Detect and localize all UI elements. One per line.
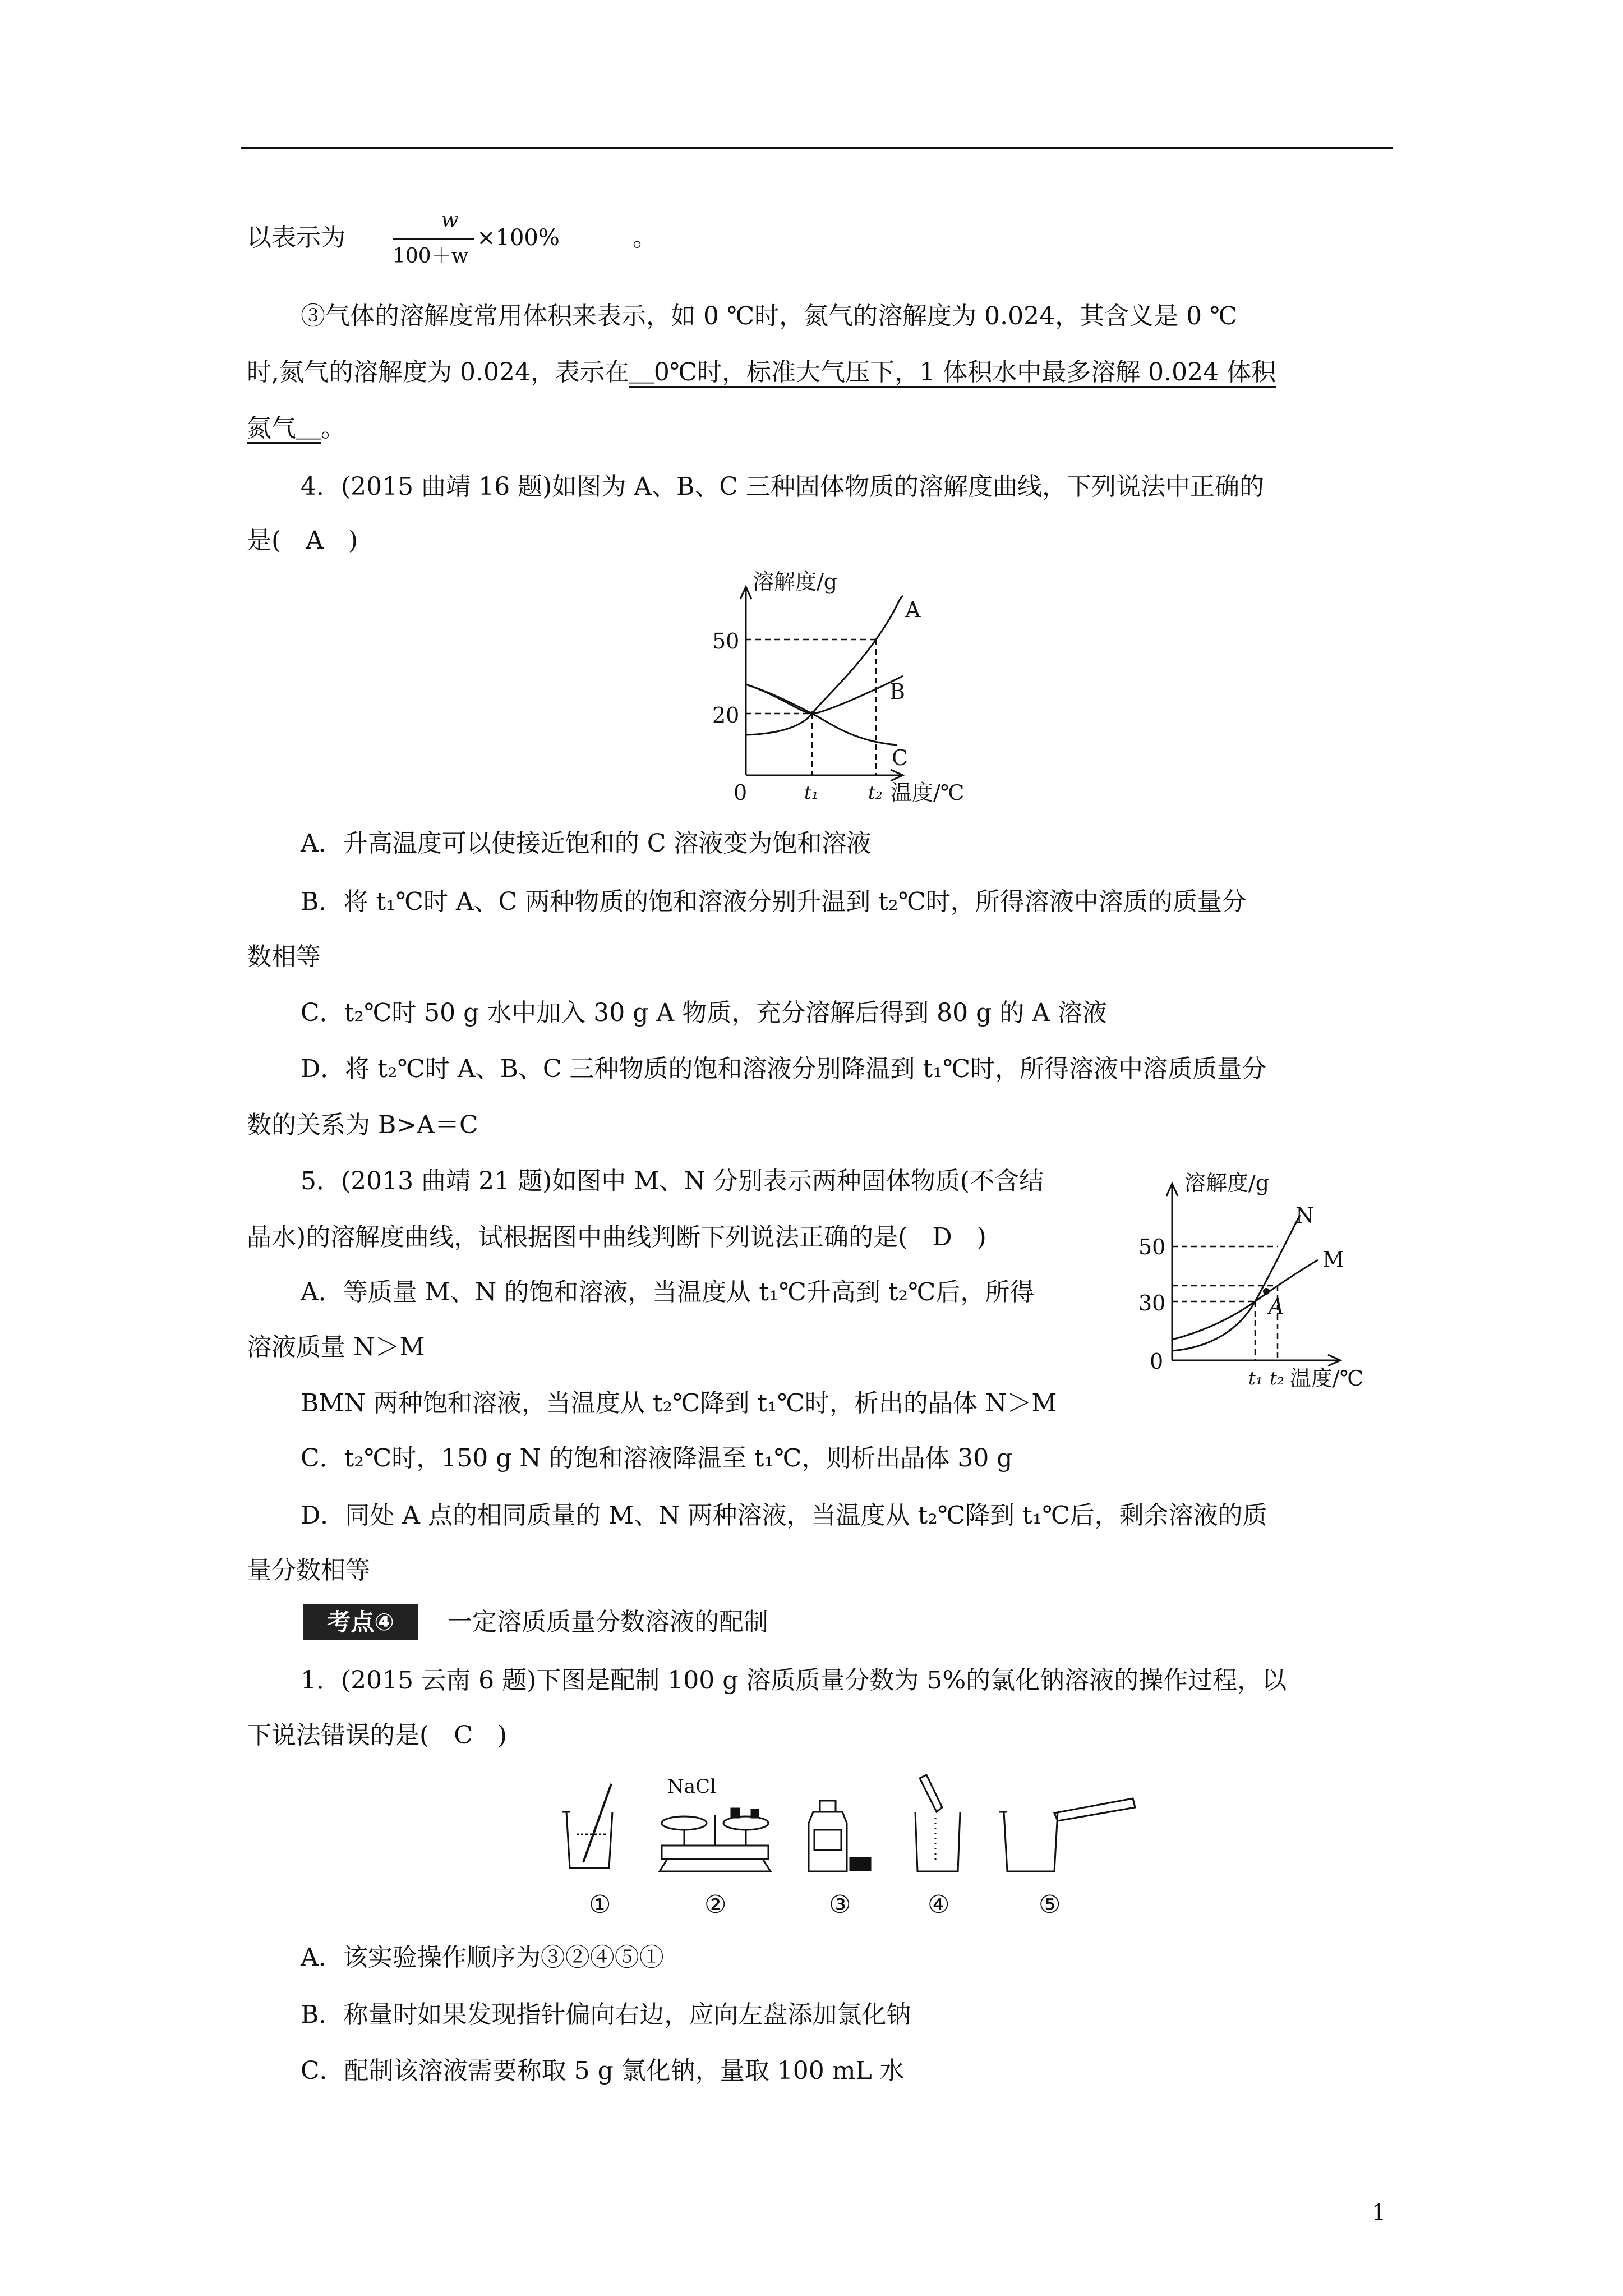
page-number: 1 xyxy=(1372,2200,1386,2226)
step-label-2: ② xyxy=(704,1890,727,1919)
label-b: B xyxy=(889,679,905,704)
pouring-beaker-icon xyxy=(999,1798,1135,1871)
chart-origin: 0 xyxy=(734,780,748,805)
q5-option-b: BMN 两种饱和溶液，当温度从 t₂℃降到 t₁℃时，析出的晶体 N＞M xyxy=(301,1389,1057,1418)
xtick-t2: t₂ xyxy=(868,782,883,803)
gas-line-2-text: 时,氮气的溶解度为 0.024，表示在 xyxy=(247,358,629,386)
beaker-stir-icon xyxy=(562,1784,612,1868)
nacl-label: NaCl xyxy=(667,1775,716,1798)
q4-stem-2: 是( A ) xyxy=(247,526,358,555)
pouring-cylinder-icon xyxy=(915,1775,960,1871)
q4-option-b-1: B．将 t₁℃时 A、C 两种物质的饱和溶液分别升温到 t₂℃时，所得溶液中溶质的质量分 xyxy=(301,887,1247,916)
gas-answer-end: 氮气＿ xyxy=(247,414,321,443)
chart-ylabel: 溶解度/g xyxy=(1184,1171,1270,1195)
s1-option-b: B．称量时如果发现指针偏向右边，应向左盘添加氯化钠 xyxy=(301,2000,911,2029)
q5-option-d-2: 量分数相等 xyxy=(247,1556,370,1585)
curve-c xyxy=(746,684,897,745)
formula-end: 。 xyxy=(633,223,657,252)
section-badge: 考点④ xyxy=(303,1604,418,1640)
ytick-50: 50 xyxy=(712,629,740,654)
lab-equipment-figure xyxy=(550,1767,1144,1879)
curve-b xyxy=(746,676,903,714)
chart-abc xyxy=(667,567,993,813)
ytick-50: 50 xyxy=(1138,1235,1166,1259)
xtick-t1: t₁ xyxy=(804,782,819,803)
q4-option-a: A．升高温度可以使接近饱和的 C 溶液变为饱和溶液 xyxy=(301,829,872,858)
q5-option-a-1: A．等质量 M、N 的饱和溶液，当温度从 t₁℃升高到 t₂℃后，所得 xyxy=(301,1278,1035,1306)
reagent-jar-icon xyxy=(809,1801,870,1871)
section-title: 一定溶质质量分数溶液的配制 xyxy=(448,1608,768,1636)
q4-stem-1: 4．(2015 曲靖 16 题)如图为 A、B、C 三种固体物质的溶解度曲线，下列说法中正确的 xyxy=(301,472,1264,501)
formula-denominator: 100＋w xyxy=(393,245,469,268)
label-c: C xyxy=(892,746,909,770)
s1-option-c: C．配制该溶液需要称取 5 g 氯化钠，量取 100 mL 水 xyxy=(301,2056,905,2085)
q4-option-d-2: 数的关系为 B>A＝C xyxy=(247,1111,478,1139)
label-point-a: A xyxy=(1269,1294,1284,1319)
q4-option-b-2: 数相等 xyxy=(247,942,321,971)
gas-line-2 xyxy=(247,356,1276,389)
label-n: N xyxy=(1295,1203,1315,1228)
q4-option-c: C．t₂℃时 50 g 水中加入 30 g A 物质，充分溶解后得到 80 g 的 A 溶液 xyxy=(301,999,1108,1027)
q5-option-a-2: 溶液质量 N＞M xyxy=(247,1333,425,1361)
curve-m xyxy=(1172,1260,1318,1340)
ytick-30: 30 xyxy=(1138,1291,1166,1315)
label-a: A xyxy=(905,597,921,622)
chart-ylabel: 溶解度/g xyxy=(753,569,838,594)
gas-answer: ＿0℃时，标准大气压下，1 体积水中最多溶解 0.024 体积 xyxy=(629,358,1276,386)
fraction-bar xyxy=(393,238,474,240)
q5-stem-2: 晶水)的溶解度曲线，试根据图中曲线判断下列说法正确的是( D ) xyxy=(247,1223,986,1251)
chart-xlabel: 温度/℃ xyxy=(1290,1366,1364,1391)
q5-option-c: C．t₂℃时，150 g N 的饱和溶液降温至 t₁℃，则析出晶体 30 g xyxy=(301,1444,1013,1473)
xtick-t1: t₁ xyxy=(1248,1368,1263,1389)
step-label-3: ③ xyxy=(829,1890,851,1919)
gas-line-1: ③气体的溶解度常用体积来表示，如 0 ℃时，氮气的溶解度为 0.024，其含义是 0 ℃ xyxy=(301,302,1238,330)
formula-numerator: w xyxy=(441,209,459,232)
step-label-5: ⑤ xyxy=(1039,1890,1061,1919)
step-label-1: ① xyxy=(589,1890,611,1919)
s1-stem-2: 下说法错误的是( C ) xyxy=(247,1721,507,1750)
formula-tail: ×100% xyxy=(477,225,560,251)
formula-prefix: 以表示为 xyxy=(247,223,345,252)
ytick-20: 20 xyxy=(712,703,740,728)
gas-line-3 xyxy=(247,412,345,445)
chart-mn xyxy=(1122,1161,1402,1397)
step-label-4: ④ xyxy=(928,1890,950,1919)
q5-stem-1: 5．(2013 曲靖 21 题)如图中 M、N 分别表示两种固体物质(不含结 xyxy=(301,1167,1044,1195)
xtick-t2: t₂ xyxy=(1270,1368,1284,1389)
q5-option-d-1: D．同处 A 点的相同质量的 M、N 两种溶液，当温度从 t₂℃降到 t₁℃后，剩余溶液的质 xyxy=(301,1501,1267,1530)
chart-xlabel: 温度/℃ xyxy=(891,780,965,805)
s1-option-a: A．该实验操作顺序为③②④⑤① xyxy=(301,1943,664,1972)
chart-origin: 0 xyxy=(1150,1349,1164,1374)
intersection-point xyxy=(810,711,814,716)
label-m: M xyxy=(1322,1247,1344,1272)
q4-option-d-1: D．将 t₂℃时 A、B、C 三种物质的饱和溶液分别降温到 t₁℃时，所得溶液中溶质质量分 xyxy=(301,1055,1267,1083)
s1-stem-1: 1．(2015 云南 6 题)下图是配制 100 g 溶质质量分数为 5%的氯化钠溶液的操作过程，以 xyxy=(301,1666,1287,1695)
gas-line-3-end: 。 xyxy=(321,414,345,443)
header-rule xyxy=(241,147,1393,149)
balance-icon xyxy=(660,1809,771,1871)
